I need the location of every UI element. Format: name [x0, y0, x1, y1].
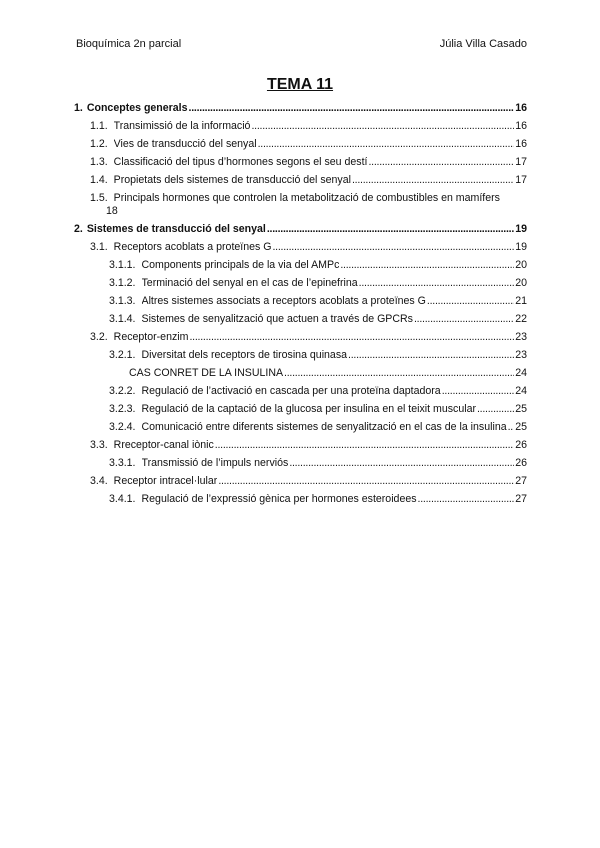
toc-entry-page: 25 — [515, 403, 527, 415]
toc-entry[interactable] — [74, 493, 527, 506]
toc-entry[interactable] — [74, 156, 527, 169]
toc-entry[interactable] — [74, 120, 527, 133]
toc-entry-number: 3.3.1. — [109, 457, 136, 469]
toc-leader-dots — [352, 174, 514, 187]
toc-entry-title: Receptors acoblats a proteïnes G — [113, 241, 272, 253]
toc-entry-number: 3.1.4. — [109, 313, 136, 325]
toc-entry-title: Principals hormones que controlen la metabolització de combustibles en mamífers — [113, 192, 500, 204]
toc-entry-page: 17 — [515, 174, 527, 186]
toc-entry-page: 24 — [515, 385, 527, 397]
toc-entry-title: Transimissió de la informació — [113, 120, 251, 132]
toc-leader-dots — [273, 241, 515, 254]
toc-leader-dots — [477, 403, 514, 416]
toc-entry[interactable] — [74, 259, 527, 272]
toc-entry[interactable] — [74, 295, 527, 308]
toc-entry[interactable] — [74, 174, 527, 187]
toc-entry-page: 21 — [515, 295, 527, 307]
toc-entry-page: 24 — [515, 367, 527, 379]
toc-entry-title: Comunicació entre diferents sistemes de senyalització en el cas de la insulina — [141, 421, 507, 433]
toc-leader-dots — [418, 493, 515, 506]
toc-entry[interactable] — [74, 421, 527, 434]
toc-entry-number: 3.1.1. — [109, 259, 136, 271]
toc-entry-title: Altres sistemes associats a receptors acoblats a proteïnes G — [141, 295, 426, 307]
toc-entry[interactable] — [74, 439, 527, 452]
toc-entry-page: 20 — [515, 277, 527, 289]
toc-entry-title: Receptor intracel·lular — [113, 475, 218, 487]
toc-entry-page: 16 — [515, 120, 527, 132]
toc-leader-dots — [218, 475, 514, 488]
toc-entry-number: 1.5. — [90, 192, 108, 204]
toc-entry-title: Components principals de la via del AMPc — [141, 259, 340, 271]
toc-leader-dots — [359, 277, 515, 290]
toc-entry-title: Receptor-enzim — [113, 331, 189, 343]
toc-entry-page: 25 — [515, 421, 527, 433]
toc-entry-number: 3.2.3. — [109, 403, 136, 415]
toc-entry-title: Classificació del tipus d’hormones segons el seu destí — [113, 156, 368, 168]
toc-entry[interactable] — [74, 403, 527, 416]
toc-entry-page: 18 — [106, 205, 118, 217]
toc-leader-dots — [251, 120, 514, 133]
toc-entry[interactable] — [74, 457, 527, 470]
toc-entry-page: 26 — [515, 439, 527, 451]
toc-entry-title: CAS CONRET DE LA INSULINA — [129, 367, 284, 379]
table-of-contents — [74, 102, 527, 511]
toc-entry-page: 22 — [515, 313, 527, 325]
toc-entry[interactable] — [74, 192, 527, 218]
toc-leader-dots — [442, 385, 515, 398]
header-course: Bioquímica 2n parcial — [76, 38, 182, 50]
toc-entry-number: 3.4. — [90, 475, 108, 487]
toc-entry[interactable] — [74, 277, 527, 290]
toc-entry[interactable] — [74, 138, 527, 151]
toc-entry-number: 3.1.2. — [109, 277, 136, 289]
toc-entry-page: 23 — [515, 349, 527, 361]
toc-entry-number: 3.2. — [90, 331, 108, 343]
toc-leader-dots — [189, 331, 514, 344]
toc-entry-number: 3.2.1. — [109, 349, 136, 361]
toc-entry-number: 3.1. — [90, 241, 108, 253]
toc-entry-page: 16 — [515, 102, 527, 114]
toc-entry[interactable] — [74, 475, 527, 488]
toc-entry-title: Diversitat dels receptors de tirosina quinasa — [141, 349, 348, 361]
toc-entry-title: Rreceptor-canal iònic — [113, 439, 214, 451]
toc-entry[interactable] — [74, 223, 527, 236]
toc-entry-title: Transmissió de l’impuls nerviós — [141, 457, 289, 469]
toc-leader-dots — [340, 259, 514, 272]
toc-entry-title: Regulació de la captació de la glucosa per insulina en el teixit muscular — [141, 403, 476, 415]
page-title: TEMA 11 — [266, 76, 334, 93]
toc-entry-number: 1.4. — [90, 174, 108, 186]
toc-leader-dots — [284, 367, 514, 380]
toc-leader-dots — [267, 223, 514, 236]
toc-entry[interactable] — [74, 331, 527, 344]
toc-leader-dots — [189, 102, 515, 115]
toc-entry-title: Regulació de l’activació en cascada per una proteïna daptadora — [141, 385, 441, 397]
toc-entry-page: 27 — [515, 493, 527, 505]
toc-entry-number: 3.3. — [90, 439, 108, 451]
toc-entry-page: 16 — [515, 138, 527, 150]
toc-entry[interactable] — [74, 241, 527, 254]
toc-entry-number: 1.2. — [90, 138, 108, 150]
toc-entry-title: Sistemes de senyalització que actuen a través de GPCRs — [141, 313, 413, 325]
toc-entry-page: 23 — [515, 331, 527, 343]
toc-entry-number: 1.1. — [90, 120, 108, 132]
toc-entry-number: 3.1.3. — [109, 295, 136, 307]
toc-entry-title: Regulació de l’expressió gènica per hormones esteroidees — [141, 493, 417, 505]
toc-entry-page: 26 — [515, 457, 527, 469]
toc-entry-page: 19 — [515, 241, 527, 253]
toc-entry-number: 1. — [74, 102, 83, 114]
toc-entry-page: 20 — [515, 259, 527, 271]
toc-entry[interactable] — [74, 349, 527, 362]
toc-entry-number: 2. — [74, 223, 83, 235]
toc-entry-title: Vies de transducció del senyal — [113, 138, 257, 150]
toc-leader-dots — [508, 421, 515, 434]
toc-leader-dots — [258, 138, 515, 151]
toc-leader-dots — [215, 439, 514, 452]
toc-entry-title: Propietats dels sistemes de transducció del senyal — [113, 174, 351, 186]
toc-entry-number: 1.3. — [90, 156, 108, 168]
toc-entry[interactable] — [74, 313, 527, 326]
toc-entry-page: 17 — [515, 156, 527, 168]
toc-leader-dots — [348, 349, 514, 362]
toc-leader-dots — [414, 313, 514, 326]
toc-entry-number: 3.2.4. — [109, 421, 136, 433]
toc-entry-page: 19 — [515, 223, 527, 235]
page-header — [76, 38, 527, 50]
toc-entry-title: Conceptes generals — [86, 102, 188, 114]
header-author: Júlia Villa Casado — [439, 38, 527, 50]
toc-entry-title: Terminació del senyal en el cas de l’epinefrina — [141, 277, 358, 289]
toc-leader-dots — [289, 457, 514, 470]
toc-entry[interactable] — [74, 102, 527, 115]
toc-entry-page: 27 — [515, 475, 527, 487]
toc-entry[interactable] — [74, 385, 527, 398]
toc-leader-dots — [427, 295, 514, 308]
toc-entry-number: 3.2.2. — [109, 385, 136, 397]
toc-entry-title: Sistemes de transducció del senyal — [86, 223, 266, 235]
toc-leader-dots — [368, 156, 514, 169]
toc-entry[interactable] — [74, 367, 527, 380]
toc-entry-number: 3.4.1. — [109, 493, 136, 505]
